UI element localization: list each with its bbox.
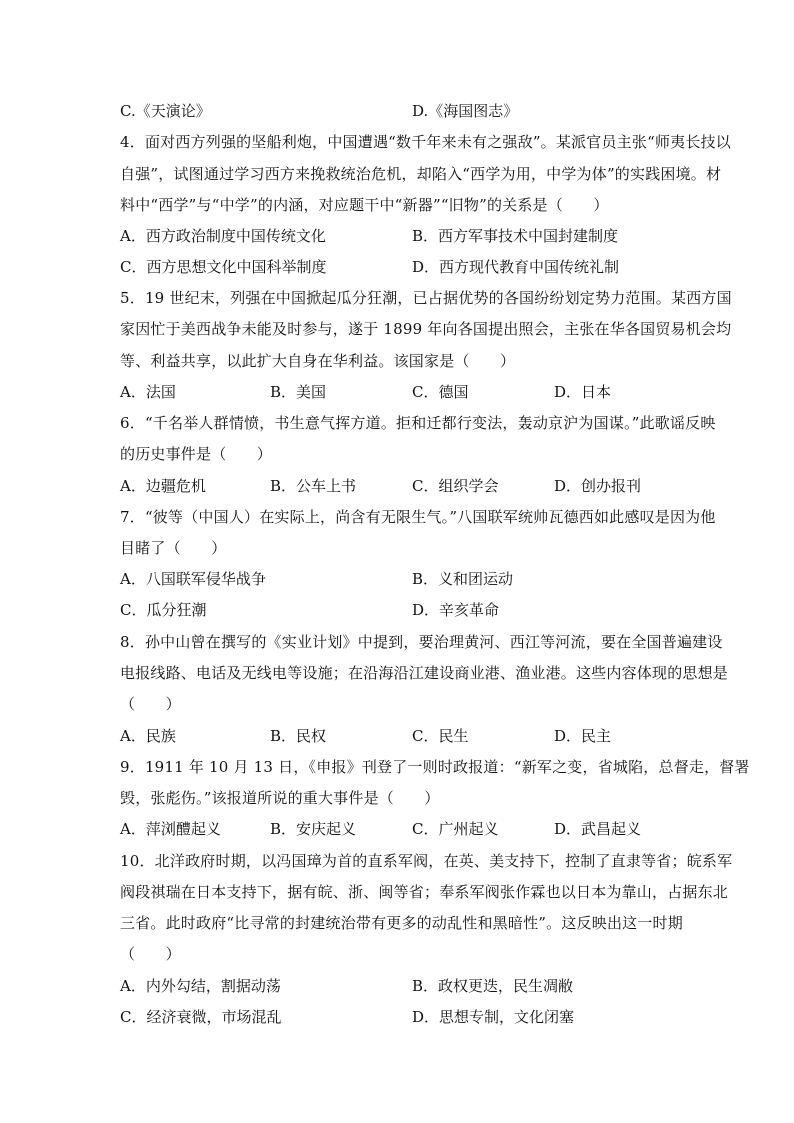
q8-option-c: C．民生 bbox=[412, 727, 469, 745]
q3-option-d: D.《海国图志》 bbox=[412, 102, 519, 120]
q5-option-a: A．法国 bbox=[120, 383, 176, 401]
q10-option-b: B．政权更迭，民生凋敝 bbox=[412, 977, 574, 995]
q10-stem-line-4: （ ） bbox=[120, 945, 181, 963]
q7-stem-line-1: 7．“彼等（中国人）在实际上，尚含有无限生气。”八国联军统帅瓦德西如此感叹是因为他 bbox=[120, 508, 716, 526]
q6-option-c: C．组织学会 bbox=[412, 477, 499, 495]
q9-stem-line-2: 毁，张彪伤。”该报道所说的重大事件是（ ） bbox=[120, 789, 440, 807]
q5-stem-line-2: 家因忙于美西战争未能及时参与，遂于 1899 年向各国提出照会，主张在华各国贸易机会均 bbox=[120, 320, 732, 338]
q4-option-c: C．西方思想文化中国科举制度 bbox=[120, 258, 327, 276]
q4-stem-line-3: 料中“西学”与“中学”的内涵，对应题干中“新器”“旧物”的关系是（ ） bbox=[120, 196, 609, 214]
q10-stem-line-2: 阀段祺瑞在日本支持下，据有皖、浙、闽等省；奉系军阀张作霖也以日本为靠山，占据东北 bbox=[120, 883, 729, 901]
q5-stem-line-3: 等、利益共享，以此扩大自身在华利益。该国家是（ ） bbox=[120, 352, 516, 370]
q7-stem-line-2: 目睹了（ ） bbox=[120, 539, 227, 557]
q5-stem-line-1: 5．19 世纪末，列强在中国掀起瓜分狂潮，已占据优势的各国纷纷划定势力范围。某西方国 bbox=[120, 289, 732, 307]
q8-option-d: D．民主 bbox=[554, 727, 612, 745]
q9-option-d: D．武昌起义 bbox=[554, 820, 642, 838]
q4-stem-line-2: 自强”，试图通过学习西方来挽救统治危机，却陷入“西学为用，中学为体”的实践困境。材 bbox=[120, 165, 722, 183]
q6-option-d: D．创办报刊 bbox=[554, 477, 642, 495]
q6-stem-line-2: 的历史事件是（ ） bbox=[120, 445, 273, 463]
q10-stem-line-1: 10．北洋政府时期，以冯国璋为首的直系军阀，在英、美支持下，控制了直隶等省；皖系军 bbox=[120, 852, 733, 870]
q7-option-a: A．八国联军侵华战争 bbox=[120, 570, 266, 588]
q6-option-b: B．公车上书 bbox=[270, 477, 357, 495]
q8-option-b: B．民权 bbox=[270, 727, 327, 745]
q4-option-d: D．西方现代教育中国传统礼制 bbox=[412, 258, 620, 276]
q10-stem-line-3: 三省。此时政府“比寻常的封建统治带有更多的动乱性和黑暗性”。这反映出这一时期 bbox=[120, 914, 683, 932]
q8-option-a: A．民族 bbox=[120, 727, 176, 745]
q10-option-d: D．思想专制，文化闭塞 bbox=[412, 1008, 575, 1026]
q9-option-c: C．广州起义 bbox=[412, 820, 499, 838]
q4-option-a: A．西方政治制度中国传统文化 bbox=[120, 227, 326, 245]
q7-option-b: B．义和团运动 bbox=[412, 570, 514, 588]
q8-stem-line-3: （ ） bbox=[120, 695, 181, 713]
q9-option-a: A．萍浏醴起义 bbox=[120, 820, 221, 838]
q4-option-b: B．西方军事技术中国封建制度 bbox=[412, 227, 619, 245]
q6-option-a: A．边疆危机 bbox=[120, 477, 206, 495]
q10-option-c: C．经济衰微，市场混乱 bbox=[120, 1008, 282, 1026]
q6-stem-line-1: 6．“千名举人群情愤，书生意气挥方道。拒和迁都行变法，轰动京沪为国谋。”此歌谣反映 bbox=[120, 414, 716, 432]
q10-option-a: A．内外勾结，割据动荡 bbox=[120, 977, 281, 995]
q8-stem-line-1: 8．孙中山曾在撰写的《实业计划》中提到，要治理黄河、西江等河流，要在全国普遍建设 bbox=[120, 633, 723, 651]
q8-stem-line-2: 电报线路、电话及无线电等设施；在沿海沿江建设商业港、渔业港。这些内容体现的思想是 bbox=[120, 664, 729, 682]
q9-stem-line-1: 9．1911 年 10 月 13 日，《申报》刊登了一则时政报道：“新军之变，省城陷，总督走，督署 bbox=[120, 758, 750, 776]
q3-option-c: C.《天演论》 bbox=[120, 102, 211, 120]
q5-option-d: D．日本 bbox=[554, 383, 612, 401]
q7-option-c: C．瓜分狂潮 bbox=[120, 601, 207, 619]
q7-option-d: D．辛亥革命 bbox=[412, 601, 500, 619]
q9-option-b: B．安庆起义 bbox=[270, 820, 357, 838]
q5-option-b: B．美国 bbox=[270, 383, 327, 401]
q4-stem-line-1: 4．面对西方列强的坚船利炮，中国遭遇“数千年来未有之强敌”。某派官员主张“师夷长技以 bbox=[120, 133, 731, 151]
q5-option-c: C．德国 bbox=[412, 383, 469, 401]
